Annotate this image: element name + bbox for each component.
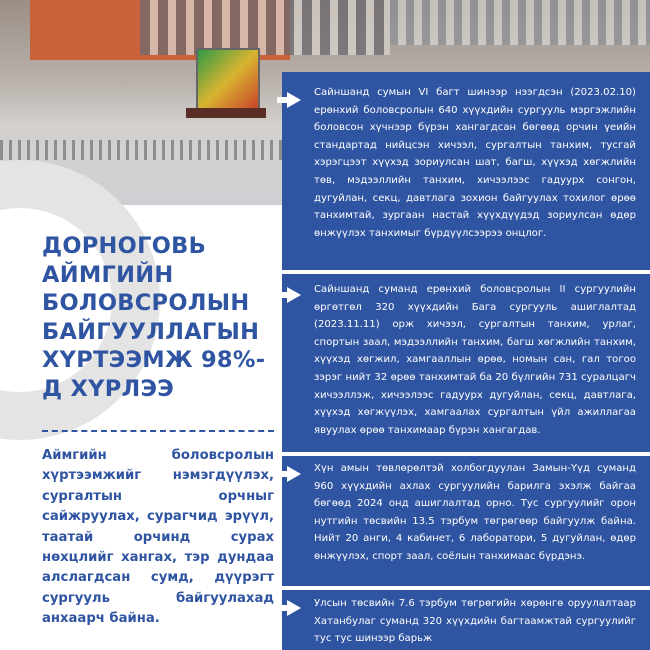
building-right	[390, 0, 650, 45]
paragraph-4: Улсын төсвийн 7.6 тэрбум төгрөгийн хөрөнгө оруулалтаар Хатанбулаг суманд 320 хүүхдийн багтаамжтай сургуулийг тус тус шинээр барьж	[314, 598, 636, 645]
building-windows	[140, 0, 390, 55]
page-title: ДОРНОГОВЬ АЙМГИЙН БОЛОВСРОЛЫН БАЙГУУЛЛАГЫН ХҮРТЭЭМЖ 98%-Д ХҮРЛЭЭ	[42, 233, 266, 402]
arrow-icon	[287, 466, 301, 482]
panel-divider	[282, 586, 650, 590]
stage-backdrop	[196, 48, 260, 112]
paragraph-2: Сайншанд суманд ерөнхий боловсролын II сургуулийн өргөтгөл 320 хүүхдийн Бага сургууль ашиглалтад (2023.11.11) орж хичээл, сургалтын танхим, урлаг, спортын заал, мэдээллийн танхим, багш хөгжлийн танхим, хүүхэд хөгжил, хамгааллын өрөө, номын сан, гал тогоо зэрэг нийт 32 өрөө танхимтай ба 20 бүлгийн 731 суралцагч хичээллэж, хичээлээс гадуурх дугуйлан, секц, давтлага, хүүхэд хөгжүүлэх, хамгаалах сургалтын үйл ажиллагаа явуулах өрөө танхимаар бүрэн хангагдав.	[314, 284, 636, 436]
intro-text: Аймгийн боловсролын хүртээмжийг нэмэгдүүлэх, сургалтын орчныг сайжруулах, сурагчид эрүүл, таатай орчинд сурах нөхцлийг хангах, тэр дундаа алслагдсан сумд, дүүрэгт сургууль байгуулахад анхаарч байна.	[42, 448, 274, 627]
arrow-icon	[287, 600, 301, 616]
stage-base	[186, 108, 266, 118]
paragraph-1: Сайншанд сумын VI багт шинээр нээгдсэн (2023.02.10) ерөнхий боловсролын 640 хүүхдийн сургууль мэргэжлийн боловсон хүчнээр бүрэн хангагдсан бөгөөд орчин үеийн стандартад нийцсэн хичээл, сургалтын танхим, тусгай хэрэгцээт хүүхэд зориулсан шат, багш, хүүхэд хөгжлийн төв, мэдээллийн танхим, хичээлээс гадуурх сонгон, дугуйлан, секц, давтлага зохион байгуулах тохилог өрөө танхимтай, зургаан настай хүүхдүүдэд зориулсан өдөр өнжүүлэх танхимыг бүрдүүлсээрээ онцлог.	[314, 87, 636, 239]
arrow-icon	[287, 287, 301, 303]
title-divider	[42, 430, 274, 432]
paragraph-3: Хүн амын төвлөрөлтэй холбогдуулан Замын-Үүд суманд 960 хүүхдийн ахлах сургуулийн барилга эхэлж байгаа бөгөөд 2024 онд ашиглалтад орно. Тус сургуулийг орон нутгийн төсвийн 13.5 тэрбум төгрөгөөр байгуулж байна. Нийт 20 анги, 4 кабинет, 6 лаборатори, 5 дугуйлан, өдөр өнжүүлэх, спорт заал, соёлын танхимаас бүрдэнэ.	[314, 463, 636, 562]
panel-divider	[282, 270, 650, 274]
panel-divider	[282, 452, 650, 456]
arrow-icon	[287, 92, 301, 108]
